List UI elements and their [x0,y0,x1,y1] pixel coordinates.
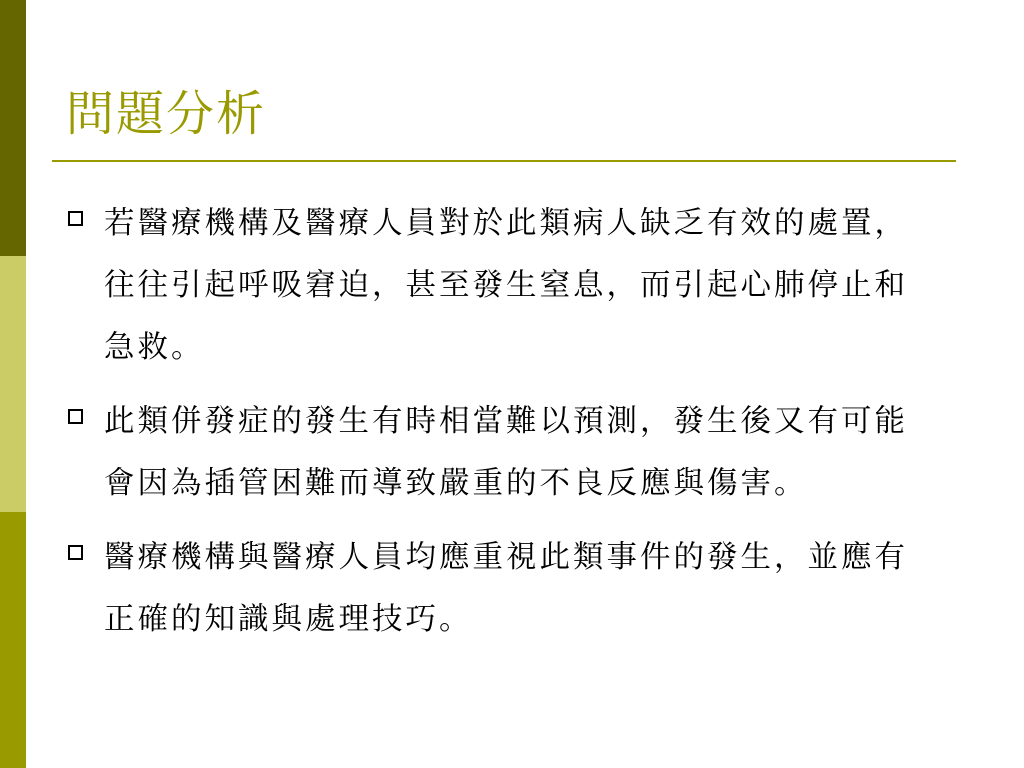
side-strip-top [0,0,26,256]
hollow-square-bullet-icon [68,545,83,560]
bullet-text: 醫療機構與醫療人員均應重視此類事件的發生，並應有正確的知識與處理技巧。 [104,540,908,637]
hollow-square-bullet-icon [68,409,83,424]
bullet-item [66,527,928,651]
hollow-square-bullet-icon [68,211,83,226]
bullet-item [66,193,928,379]
side-strip-middle [0,256,26,512]
side-strip-bottom [0,512,26,768]
bullet-text: 若醫療機構及醫療人員對於此類病人缺乏有效的處置，往往引起呼吸窘迫，甚至發生窒息，而引起心肺停止和急救。 [104,206,908,365]
bullet-list [66,193,928,663]
bullet-text: 此類併發症的發生有時相當難以預測，發生後又有可能會因為插管困難而導致嚴重的不良反應與傷害。 [104,404,908,501]
bullet-item [66,391,928,515]
title-divider [52,160,956,162]
slide-title: 問題分析 [66,86,267,142]
